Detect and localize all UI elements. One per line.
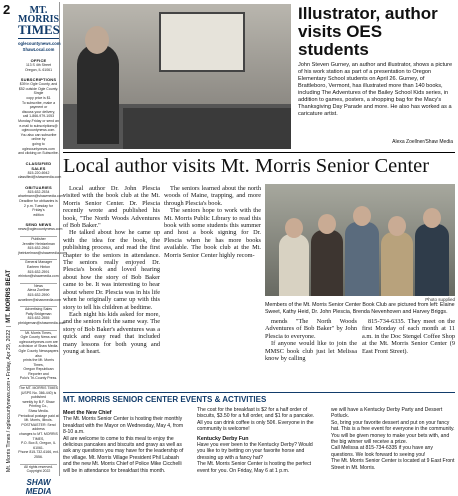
sidebar-block-heading: CLASSIFIED SALES (25, 160, 52, 171)
sidebar-block-line: Monday-Friday or send an (18, 118, 59, 123)
sidebar-info-block (18, 222, 63, 232)
person-figure (279, 234, 309, 296)
sidebar-info-block (18, 306, 66, 325)
sidebar-block-line: ahartmann@shawmedia.com (18, 194, 64, 199)
sidebar-block-line: Oregon, IL 61061 (24, 67, 53, 72)
person-head (423, 208, 441, 228)
sidebar-info-block (18, 160, 62, 180)
article-column-1 (63, 185, 160, 390)
feature-photo-credit: Alexa Zoellner/Shaw Media (392, 139, 453, 145)
sidebar-block-line: Deadline for obituaries is (19, 199, 58, 204)
article-paragraph: Each night his kids asked for more, and the seniors felt the same way. The story of Bob Baker's adventures was a quick and easy read that included many lessons for both young and young at heart. (63, 310, 160, 355)
sidebar-block-line: going to oglecountynews.com (22, 141, 55, 151)
sidebar-info-block (18, 58, 59, 72)
sidebar-block-line: copy price is $1 (26, 95, 51, 100)
article-headline: Local author visits Mt. Morris Senior Center (63, 155, 430, 177)
sidebar-block-line: $52 outside Ogle County. Single (18, 86, 59, 96)
article-column-4 (362, 318, 455, 390)
sidebar-info-block (18, 259, 59, 278)
sidebar-info-block (18, 77, 59, 156)
article-paragraph: 815-734-6335. They meet on the first Monday of each month at 11 a.m. in the Doc Stengel Coffee Shop at the Mt. Morris Senior Center (9 East Front Street). (362, 318, 455, 355)
sidebar-info-block (18, 184, 64, 218)
event-paragraph: The Mt. Morris Senior Center is hosting the perfect event for you. On Friday, May 6 at 1 p.m. (197, 461, 312, 474)
illustrator-photo (63, 4, 291, 149)
person-head (388, 216, 406, 236)
event-paragraph: we will have a Kentucky Derby Party and Dessert Potluck. (331, 407, 443, 420)
masthead-bottom: TIMES (18, 22, 60, 37)
sidebar-info-block (18, 385, 59, 460)
folio-strip (3, 22, 15, 472)
feature-body: John Steven Gurney, an author and illustrator, shows a picture of his work station as part of a presentation to Oregon Elementary School students on April 26. Gurney, of Brattleboro, Vermont, has illustrated more than 140 books, including The Adventures of the Bailey School Kids series, in addition to games, posters, a shopping bag for the Macy's Thanksgiving Day Parade and more. He also has worked as a caricature artist. (298, 62, 453, 117)
masthead-divider (18, 38, 59, 39)
website-link[interactable]: oglecountynews.com (18, 41, 61, 46)
sidebar-block-line: classified@shawmedia.com (18, 175, 62, 180)
article-paragraph: Local author Dr. John Plescia visited with the book club at the Mt. Morris Senior Center. Dr. Plescia recently wrote and published his book, "The North Woods Adventures of Bob Baker." (63, 185, 160, 230)
sidebar-block-heading: SUBSCRIPTIONS (20, 77, 57, 83)
person-head (318, 214, 336, 234)
website-link[interactable]: ShawLocal.com (22, 47, 55, 52)
sidebar-block-line: Phone 815-732-6166, ext. 2556. (18, 450, 59, 459)
sidebar-block-line: 815-632-2555 (27, 316, 50, 321)
sidebar-block-line: Patty Bridgeman (25, 311, 52, 316)
sidebar-block-heading: SEND NEWS (25, 222, 52, 228)
folio-text: Mt. Morris Times / oglecountynews.com • Friday, Apr 29, 2022 | MT. MORRIS BEAT (6, 269, 12, 472)
event-paragraph: The Mt. Morris Senior Center is located at 9 East Front Street in Mt. Morris. (331, 458, 455, 471)
sidebar-block-line: a division of Shaw Media. (18, 344, 59, 349)
sidebar-block-line: Mt. Morris, Illinois. (24, 418, 53, 423)
sidebar-block-line: P.O. Box 8, Oregon, IL 61061. (21, 441, 56, 450)
sidebar-block-line: 2 p.m. Tuesday for Friday's (24, 203, 53, 213)
sidebar-block-line: Ogle County News and (20, 335, 57, 340)
sidebar-block-line: Earleen Hinton (26, 265, 51, 269)
sidebar-info-block (18, 236, 67, 255)
sidebar-block-line: changes to MT. MORRIS TIMES, (19, 432, 58, 441)
event-paragraph: The Mt. Morris Senior Center is hosting their monthly breakfast with the Mayor on Wednesday, May 4, from 8-10 a.m. (63, 416, 184, 436)
sidebar-info-blocks (18, 58, 67, 474)
sidebar-block-line: Publisher (31, 237, 46, 242)
sidebar-block-line: call 1-866-979-1053 (22, 114, 55, 119)
events-column-1 (63, 407, 187, 479)
presenter-head (85, 26, 109, 54)
sidebar-block-line: Oregon Republican Reporter and (23, 367, 54, 376)
sidebar-block-line: $39 in Ogle County, and (19, 82, 58, 87)
sidebar-info-block (18, 330, 59, 382)
sidebar-block-line: General Manager (24, 260, 53, 265)
sidebar-block-line: The MT. MORRIS TIMES (18, 386, 59, 391)
book-club-caption: Members of the Mt. Morris Senior Center Book Club are pictured from left: Elaine Sweet, Kathy Heid, Dr. John Plescia, Brenda Nevenhoven and Harvey Briggs. (265, 302, 455, 315)
sidebar-block-line: Polo's Tri-County Press. (19, 376, 58, 381)
presenter-figure (77, 44, 119, 144)
event-paragraph: You will be given money to make your bets with, and the big winner will receive a prize. (331, 432, 450, 446)
page-number: 2 (3, 2, 11, 17)
sidebar-block-line: 815-632-2562 (27, 246, 50, 251)
person-head (285, 218, 303, 238)
sidebar-block-line: Periodical postage paid at (18, 413, 59, 418)
sidebar-block-line: News (34, 283, 43, 288)
sidebar-block-line: 815-632-2590 (27, 292, 50, 297)
sidebar-block-line: (USPS No. 366-440) is published (20, 390, 57, 400)
events-column-2 (197, 407, 321, 479)
sidebar-block-line: Jennifer Heintzelman (22, 241, 55, 246)
sidebar-block-line: POSTMASTER: Send address (21, 422, 56, 432)
sidebar-block-line: 815-632-2591 (27, 269, 50, 274)
sidebar-block-heading: OFFICE (30, 58, 47, 63)
sidebar-block-line: ehinton@shawmedia.com (18, 274, 59, 279)
person-head (353, 206, 371, 226)
sidebar-block-line: To subscribe, make a payment or (21, 100, 56, 110)
event-heading: Kentucky Derby Fun (197, 435, 249, 442)
sidebar-info-block (18, 283, 62, 302)
masthead-sidebar (18, 2, 67, 496)
shaw-media-logo: SHAW MEDIA (25, 477, 52, 496)
sidebar-block-line: and clicking on Subscribe. (18, 151, 59, 156)
article-paragraph: mends "The North Woods Adventures of Bob Baker" by John Plescia to everyone. (265, 318, 357, 340)
sidebar-block-line: weekly by B.F. Shaw Printing Co., (22, 399, 55, 409)
sidebar-block-line: oglecountynews.com. (21, 128, 56, 133)
sidebar-block-line: You also can subscribe online by (20, 132, 57, 142)
sidebar-block-line: 113 S 4th Street (25, 63, 52, 67)
sidebar-block-line: Mt. Morris Times, (25, 330, 52, 335)
sidebar-block-line: e-mail to subscriptions@ (19, 123, 58, 128)
article-column-2 (164, 185, 261, 390)
feature-title: Illustrator, author visits OES students (298, 4, 438, 59)
sidebar-block-line: Shaw Media. (28, 409, 49, 414)
sidebar-block-line: Ogle County Newspapers also (18, 348, 59, 358)
sidebar-block-line: azoellner@shawmedia.com (18, 297, 62, 302)
sidebar-block-line: 815-632-2534 (27, 189, 50, 194)
events-column-3 (331, 407, 455, 479)
sidebar-block-line: pbridgeman@shawmedia.com (18, 320, 66, 325)
book-club-photo-credit: Photo supplied (425, 297, 455, 302)
events-section-title: MT. MORRIS SENIOR CENTER EVENTS & ACTIVITIES (63, 395, 267, 404)
sidebar-block-line: 815-220-6942 (27, 170, 50, 175)
sidebar-block-heading: OBITUARIES (25, 184, 52, 190)
person-figure (311, 230, 343, 296)
sidebar-block-line: oglecountynews.com are (19, 339, 58, 344)
sidebar-block-line: All rights reserved. (24, 464, 53, 469)
sidebar-info-block (18, 464, 59, 474)
book-club-photo (265, 184, 455, 296)
sidebar-block-line: news@oglecountynews.com (18, 227, 63, 232)
sidebar-block-line: edition (33, 212, 44, 217)
sidebar-block-line: discuss your delivery, (21, 109, 56, 114)
event-paragraph: Have you ever been to the Kentucky Derby? Would you like to try betting on your favorite horse and dressing up with a fancy hat? (197, 442, 313, 461)
event-paragraph: The cost for the breakfast is $2 for a half order of biscuits, $3.50 for a full order, and $1 for a pancake. All you can drink coffee is only 50¢. Everyone in the community is welcome! (197, 407, 315, 433)
sidebar-block-line: Alexa Zoellner (27, 288, 50, 293)
person-figure (415, 224, 449, 296)
person-figure (345, 222, 379, 296)
event-paragraph: So, bring your favorite dessert and put on your fancy hat. This is a free event for everyone in the community. (331, 419, 455, 433)
article-column-3 (265, 318, 357, 390)
article-paragraph: He talked about how he came up with the idea for the book, the publishing process, and read the first chapter to the seniors in attendance. The seniors really enjoyed Dr. Plescia's book and loved hearing about how the story of Bob Baker came to be. It was interesting to hear about where Dr. Plescia was in his life when he originally came up with this story to tell his children at bedtime. (63, 229, 160, 311)
event-heading: Meet the New Chief (63, 410, 112, 416)
events-section-rule (63, 392, 455, 393)
folio-section: MT. MORRIS BEAT (6, 269, 12, 323)
audience-figures (123, 108, 291, 149)
projector-screen (159, 12, 245, 72)
sidebar-block-line: jheintzelman@shawmedia.com (18, 250, 67, 255)
person-figure (381, 232, 413, 296)
headline-rule (63, 152, 455, 153)
article-paragraph: The seniors hope to work with the Mt. Morris Public Library to read this book with some students this summer and host a book signing for Dr. Plescia when he has more books available. The book club at the Mt. Morris Senior Center highly recom- (164, 207, 261, 259)
sidebar-block-line: prints the Mt. Morris Times, (23, 358, 54, 367)
masthead-top: MT. MORRIS (18, 5, 60, 25)
folio-prefix: Mt. Morris Times / oglecountynews.com • Friday, Apr 29, 2022 (6, 329, 12, 472)
event-paragraph: All are welcome to come to this meal to enjoy the delicious pancakes and biscuits and gravy as well as ask any questions you may have for the leadership of the village. Mt. Morris Village President Phil Labash and the new Mt. Morris Chief of Police Mike Cicchelli will be in attendance for breakfast this month. (63, 435, 184, 474)
sidebar-block-line: Advertising Sales (24, 307, 53, 312)
article-paragraph: If anyone would like to join the MMSC book club just let Melissa know by calling (265, 340, 357, 363)
sidebar-block-line: Copyright 2022 (26, 469, 51, 474)
article-paragraph: The seniors learned about the north woods of Maine, trapping, and more through Plescia's book. (164, 185, 261, 207)
event-paragraph: Call Melissa at 815-734-6335 if you have any questions. We look forward to seeing you! (331, 445, 433, 458)
